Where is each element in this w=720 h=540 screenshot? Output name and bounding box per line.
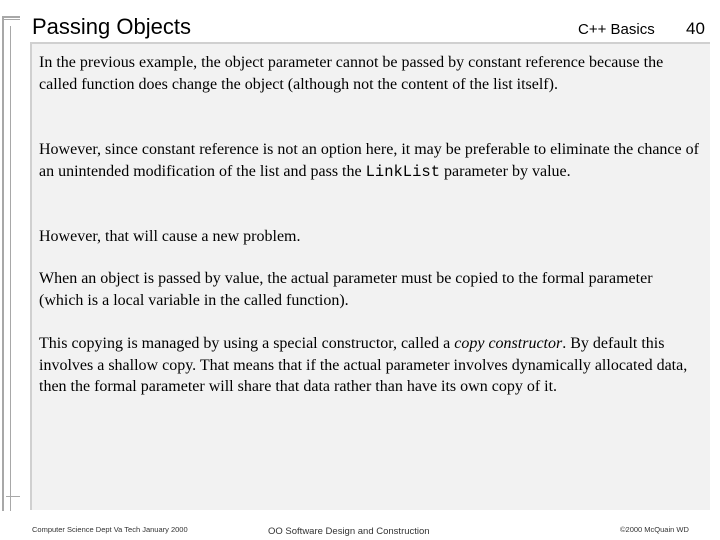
- paragraph-5: [39, 333, 699, 398]
- term-copy-constructor: copy constructor: [454, 335, 563, 352]
- paragraph-2-text-end: parameter by value.: [440, 162, 571, 180]
- corner-frame-inner: [10, 26, 16, 511]
- page-number: 40: [686, 19, 705, 38]
- corner-frame-bottom: [6, 496, 20, 497]
- paragraph-2-text: However, since constant reference is not an option here, it may be preferable to eliminate the chance of an unintended modification of the list and pass the: [39, 141, 699, 180]
- slide-title: Passing Objects: [32, 14, 191, 39]
- section-label: C++ Basics: [578, 21, 655, 38]
- paragraph-5-text: This copying is managed by using a special constructor, called a: [39, 335, 455, 352]
- footer-center: OO Software Design and Construction: [268, 526, 430, 537]
- paragraph-4: When an object is passed by value, the actual parameter must be copied to the formal parameter (which is a local variable in the called function).: [39, 270, 653, 309]
- footer-left: Computer Science Dept Va Tech January 2000: [32, 525, 188, 534]
- code-linklist: LinkList: [365, 162, 441, 181]
- paragraph-5-text-end: . By default this involves a shallow copy. That means that if the actual parameter involves dynamically allocated data, then the formal parameter will share that data rather than have its own copy of it.: [39, 335, 688, 395]
- footer-right: ©2000 McQuain WD: [620, 525, 689, 534]
- paragraph-2: [39, 139, 699, 183]
- paragraph-3: However, that will cause a new problem.: [39, 228, 301, 245]
- paragraph-1: In the previous example, the object parameter cannot be passed by constant reference because the called function does change the object (although not the content of the list itself).: [39, 54, 664, 93]
- corner-frame-line: [2, 16, 20, 20]
